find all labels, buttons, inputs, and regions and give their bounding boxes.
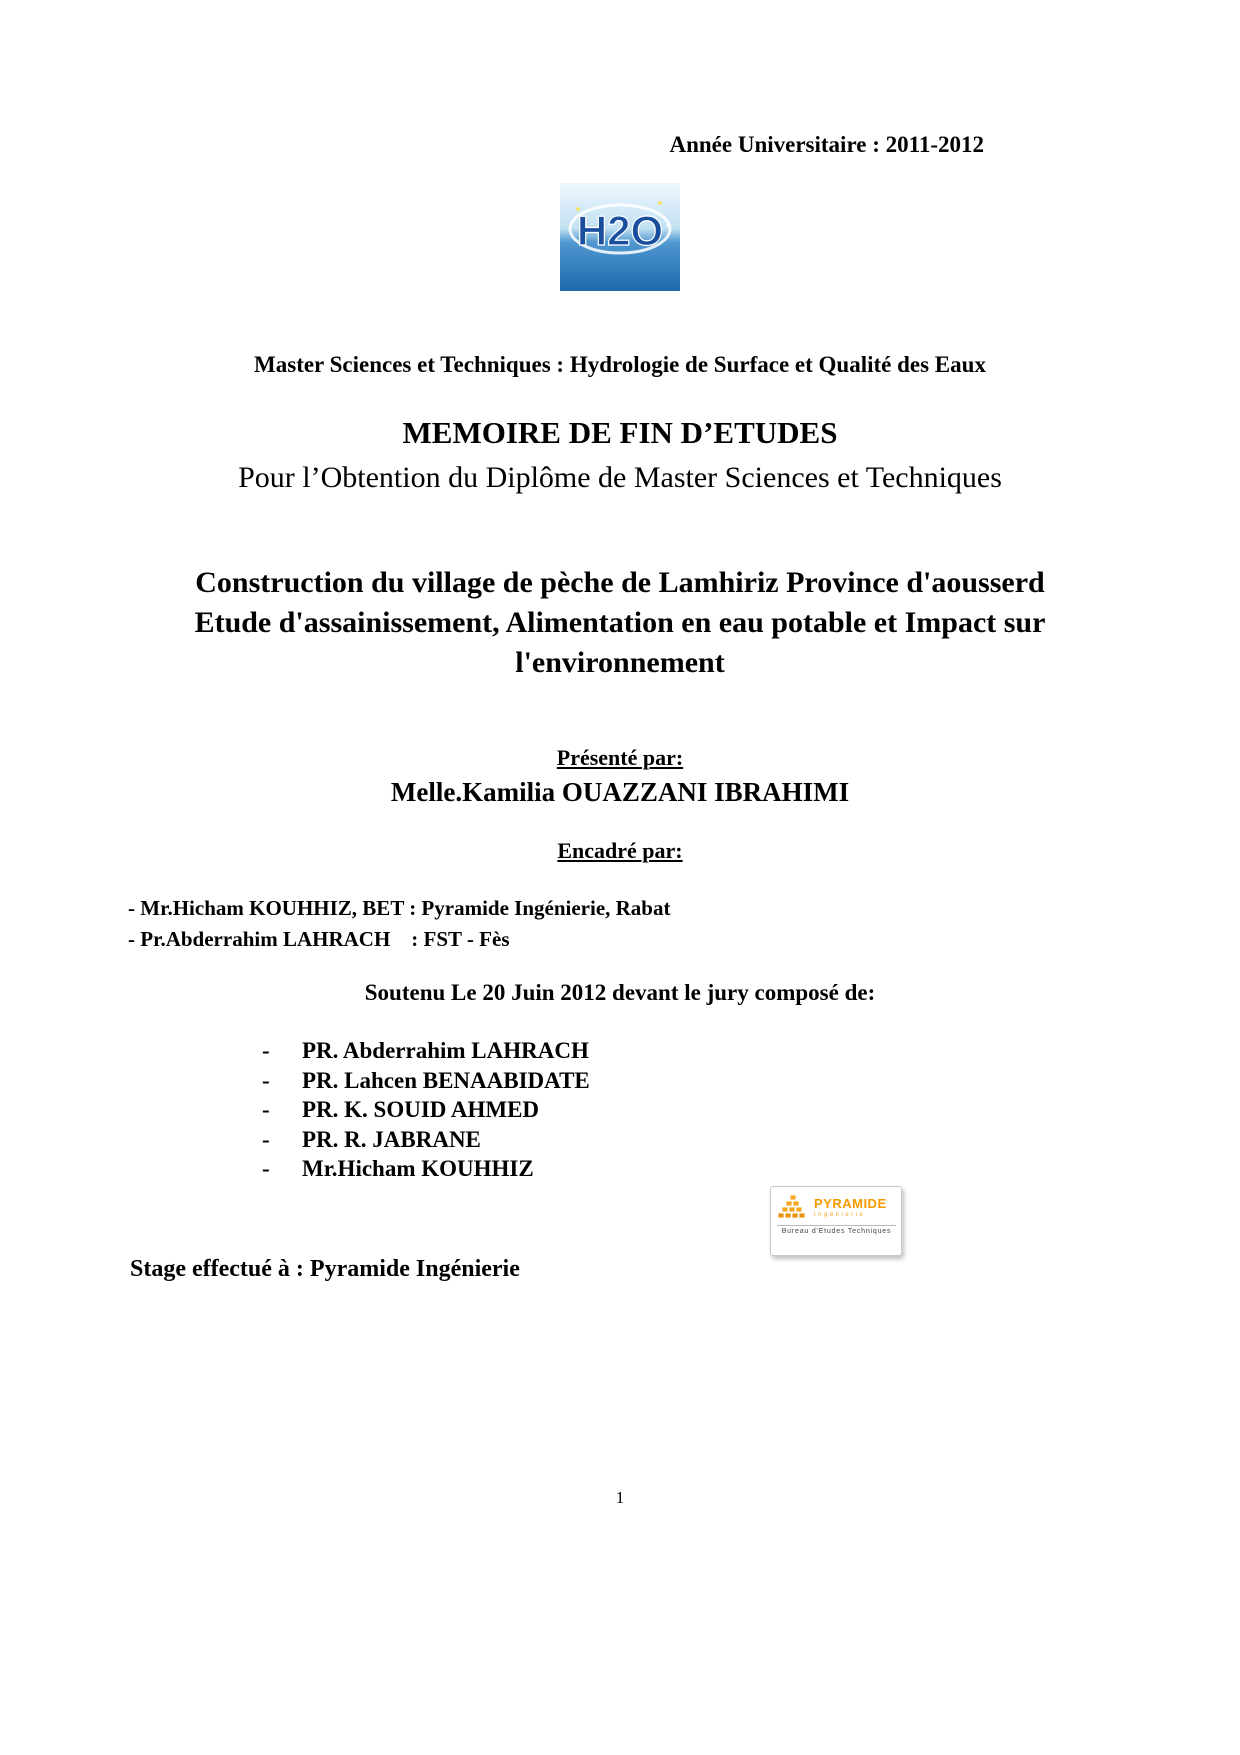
jury-item <box>262 1127 590 1157</box>
presented-by-name: Melle.Kamilia OUAZZANI IBRAHIMI <box>390 777 850 807</box>
jury-item <box>262 1068 590 1098</box>
internship-line: Stage effectué à : Pyramide Ingénierie <box>130 1256 520 1282</box>
jury-member-name: PR. K. SOUID AHMED <box>302 1097 540 1122</box>
jury-item <box>262 1156 590 1186</box>
supervisor-item: - Mr.Hicham KOUHHIZ, BET : Pyramide Ingénierie, Rabat <box>128 896 671 920</box>
jury-member-name: PR. Abderrahim LAHRACH <box>302 1038 589 1063</box>
memoire-title: MEMOIRE DE FIN D’ETUDES <box>402 415 838 450</box>
h2o-logo-graphic <box>560 183 680 291</box>
supervisor-list <box>128 893 670 955</box>
h2o-logo <box>560 183 680 291</box>
jury-member-name: Mr.Hicham KOUHHIZ <box>302 1156 534 1181</box>
jury-dash: - <box>262 1126 270 1152</box>
pyramide-logo <box>770 1186 902 1256</box>
supervisor-item: - Pr.Abderrahim LAHRACH : FST - Fès <box>128 927 510 951</box>
jury-dash: - <box>262 1097 270 1122</box>
h2o-logo-text: H2O <box>576 207 664 254</box>
jury-dash: - <box>262 1038 270 1063</box>
pyramide-tagline: Bureau d'Etudes Techniques <box>781 1228 892 1235</box>
jury-list <box>262 1038 590 1186</box>
defense-line: Soutenu Le 20 Juin 2012 devant le jury composé de: <box>364 980 876 1005</box>
page-number: 1 <box>615 1488 625 1507</box>
memoire-subtitle: Pour l’Obtention du Diplôme de Master Sciences et Techniques <box>238 461 1002 494</box>
supervised-by-label <box>0 838 1240 864</box>
jury-dash: - <box>262 1156 270 1181</box>
supervised-by-label-text: Encadré par: <box>557 838 683 863</box>
jury-item <box>262 1038 590 1068</box>
pyramide-icon <box>777 1193 809 1221</box>
academic-year: Année Universitaire : 2011-2012 <box>669 132 984 157</box>
program-line: Master Sciences et Techniques : Hydrologie de Surface et Qualité des Eaux <box>254 352 986 377</box>
pyramide-divider <box>777 1225 896 1226</box>
presented-by-label-text: Présenté par: <box>556 745 684 770</box>
jury-member-name: PR. R. JABRANE <box>302 1126 481 1152</box>
jury-member-name: PR. Lahcen BENAABIDATE <box>302 1067 590 1093</box>
jury-dash: - <box>262 1067 270 1093</box>
thesis-title: Construction du village de pèche de Lamhiriz Province d'aousserd Etude d'assainissement, Alimentation en eau potable et Impact sur l'environnement <box>194 566 1046 679</box>
jury-item <box>262 1097 590 1127</box>
pyramide-subtitle: Ingénierie <box>814 1211 866 1218</box>
presented-by-label <box>0 745 1240 771</box>
pyramide-name: PYRAMIDE <box>814 1195 887 1211</box>
